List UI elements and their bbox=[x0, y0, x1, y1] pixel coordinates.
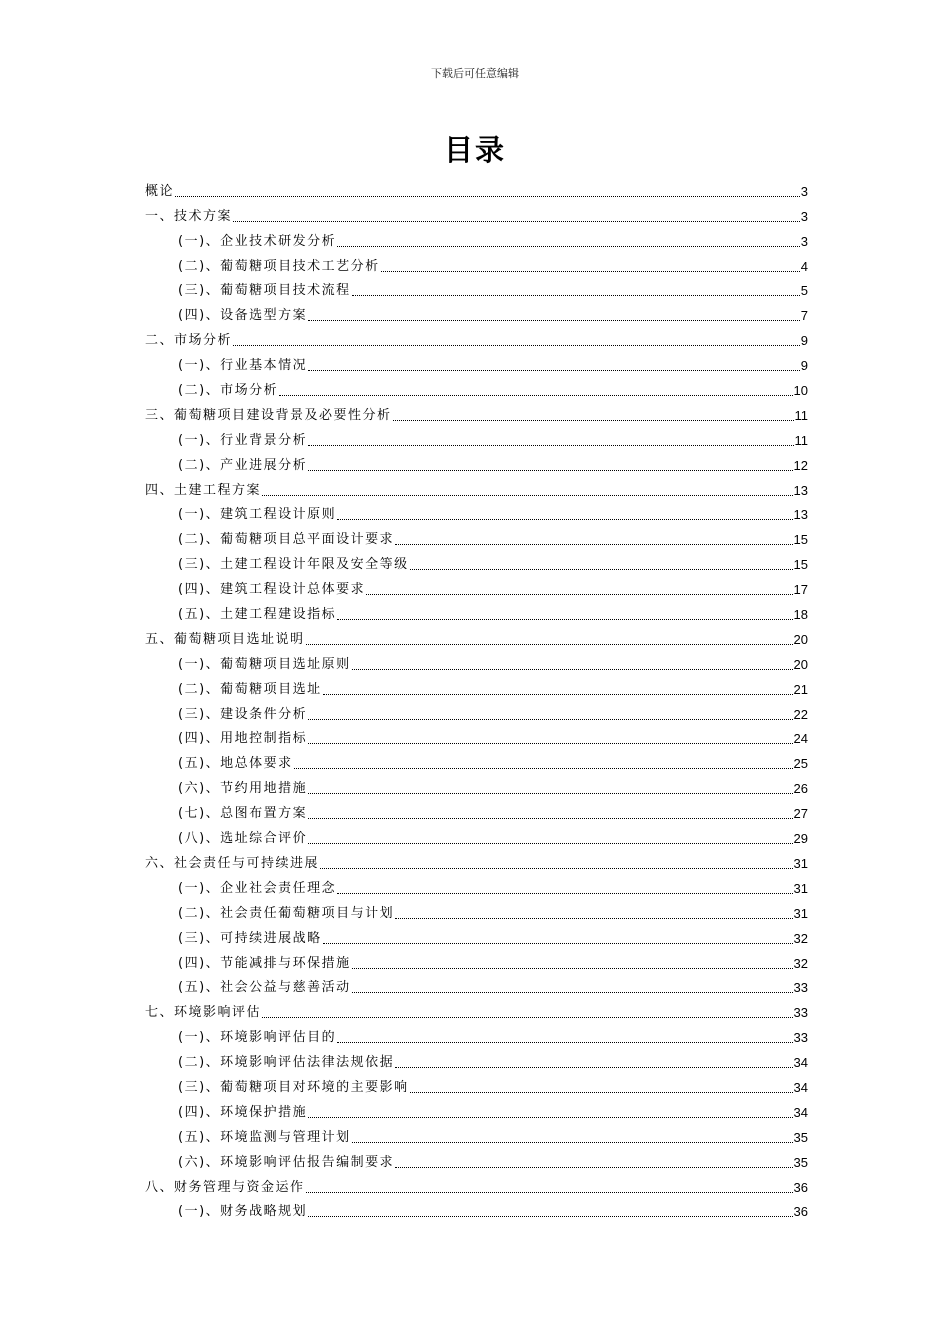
toc-entry-label: (二)、产业进展分析 bbox=[178, 457, 308, 473]
toc-dot-leader bbox=[381, 271, 800, 272]
toc-entry-label: (二)、葡萄糖项目总平面设计要求 bbox=[178, 532, 395, 548]
toc-page-number: 33 bbox=[793, 980, 808, 996]
toc-page-number: 22 bbox=[793, 706, 808, 722]
toc-dot-leader bbox=[308, 445, 793, 446]
toc-page-number: 5 bbox=[800, 283, 808, 299]
toc-dot-leader bbox=[308, 818, 792, 819]
toc-page-number: 35 bbox=[793, 1154, 808, 1170]
toc-page-number: 18 bbox=[793, 607, 808, 623]
toc-chapter-link[interactable] bbox=[145, 475, 808, 500]
toc-page-number: 9 bbox=[800, 358, 808, 374]
toc-page-number: 12 bbox=[793, 457, 808, 473]
toc-page-number: 29 bbox=[793, 831, 808, 847]
toc-chapter-link[interactable] bbox=[145, 1172, 808, 1197]
toc-page-number: 3 bbox=[800, 183, 808, 199]
toc-dot-leader bbox=[352, 295, 800, 296]
toc-entry-label: (二)、社会责任葡萄糖项目与计划 bbox=[178, 905, 395, 921]
toc-page-number: 35 bbox=[793, 1129, 808, 1145]
table-of-contents bbox=[145, 176, 808, 1221]
toc-page-number: 36 bbox=[793, 1204, 808, 1220]
toc-page-number: 20 bbox=[793, 631, 808, 647]
toc-dot-leader bbox=[308, 793, 792, 794]
toc-section-link[interactable] bbox=[145, 599, 808, 624]
toc-page-number: 11 bbox=[794, 407, 808, 423]
toc-section-link[interactable] bbox=[145, 500, 808, 525]
toc-dot-leader bbox=[233, 345, 800, 346]
toc-chapter-link[interactable] bbox=[145, 400, 808, 425]
toc-section-link[interactable] bbox=[145, 425, 808, 450]
toc-page-number: 33 bbox=[793, 1005, 808, 1021]
toc-page-number: 27 bbox=[793, 806, 808, 822]
toc-dot-leader bbox=[262, 1017, 793, 1018]
toc-dot-leader bbox=[308, 370, 800, 371]
page-header-note: 下载后可任意编辑 bbox=[431, 67, 519, 80]
toc-section-link[interactable] bbox=[145, 1022, 808, 1047]
toc-dot-leader bbox=[366, 594, 792, 595]
toc-page-number: 17 bbox=[793, 582, 808, 598]
toc-section-link[interactable] bbox=[145, 823, 808, 848]
toc-dot-leader bbox=[410, 1092, 793, 1093]
toc-dot-leader bbox=[294, 768, 793, 769]
toc-dot-leader bbox=[262, 495, 793, 496]
toc-section-link[interactable] bbox=[145, 674, 808, 699]
toc-page-number: 13 bbox=[793, 482, 808, 498]
toc-section-link[interactable] bbox=[145, 300, 808, 325]
toc-dot-leader bbox=[175, 196, 800, 197]
toc-dot-leader bbox=[233, 221, 800, 222]
toc-page-number: 13 bbox=[793, 507, 808, 523]
toc-section-link[interactable] bbox=[145, 923, 808, 948]
toc-entry-label: (二)、市场分析 bbox=[178, 383, 279, 399]
toc-dot-leader bbox=[308, 470, 792, 471]
toc-section-link[interactable] bbox=[145, 350, 808, 375]
toc-entry-label: (五)、地总体要求 bbox=[178, 756, 293, 772]
toc-page-number: 15 bbox=[793, 557, 808, 573]
toc-section-link[interactable] bbox=[145, 948, 808, 973]
toc-entry-label: (一)、企业技术研发分析 bbox=[178, 233, 337, 249]
toc-dot-leader bbox=[395, 918, 792, 919]
toc-page-number: 34 bbox=[793, 1079, 808, 1095]
toc-dot-leader bbox=[337, 519, 792, 520]
toc-chapter-link[interactable] bbox=[145, 624, 808, 649]
toc-chapter-link[interactable] bbox=[145, 848, 808, 873]
toc-entry-label: (三)、土建工程设计年限及安全等级 bbox=[178, 557, 409, 573]
toc-entry-label: (二)、环境影响评估法律法规依据 bbox=[178, 1055, 395, 1071]
toc-page-number: 3 bbox=[800, 233, 808, 249]
toc-section-link[interactable] bbox=[145, 375, 808, 400]
toc-page-number: 7 bbox=[800, 308, 808, 324]
toc-section-link[interactable] bbox=[145, 1072, 808, 1097]
toc-entry-label: (四)、建筑工程设计总体要求 bbox=[178, 582, 366, 598]
toc-section-link[interactable] bbox=[145, 549, 808, 574]
toc-dot-leader bbox=[410, 569, 793, 570]
toc-dot-leader bbox=[352, 669, 793, 670]
toc-dot-leader bbox=[279, 395, 792, 396]
toc-page-number: 20 bbox=[793, 656, 808, 672]
toc-section-link[interactable] bbox=[145, 773, 808, 798]
toc-entry-label: (四)、节能减排与环保措施 bbox=[178, 955, 351, 971]
toc-chapter-link[interactable] bbox=[145, 201, 808, 226]
toc-entry-label: (一)、环境影响评估目的 bbox=[178, 1030, 337, 1046]
toc-entry-label: (六)、节约用地措施 bbox=[178, 781, 308, 797]
toc-section-link[interactable] bbox=[145, 226, 808, 251]
toc-page-number: 3 bbox=[800, 208, 808, 224]
toc-page-number: 15 bbox=[793, 532, 808, 548]
toc-dot-leader bbox=[320, 868, 793, 869]
toc-entry-label: (五)、环境监测与管理计划 bbox=[178, 1129, 351, 1145]
toc-dot-leader bbox=[352, 1142, 793, 1143]
toc-section-link[interactable] bbox=[145, 898, 808, 923]
toc-page-number: 31 bbox=[793, 880, 808, 896]
toc-page-number: 31 bbox=[793, 905, 808, 921]
toc-section-link[interactable] bbox=[145, 450, 808, 475]
toc-entry-label: (一)、行业背景分析 bbox=[178, 432, 308, 448]
toc-page-number: 31 bbox=[793, 855, 808, 871]
toc-dot-leader bbox=[352, 968, 793, 969]
toc-entry-label: (二)、葡萄糖项目技术工艺分析 bbox=[178, 258, 380, 274]
toc-entry-label: (三)、建设条件分析 bbox=[178, 706, 308, 722]
toc-chapter-link[interactable] bbox=[145, 176, 808, 201]
toc-entry-label: (八)、选址综合评价 bbox=[178, 831, 308, 847]
toc-entry-label: (七)、总图布置方案 bbox=[178, 806, 308, 822]
toc-dot-leader bbox=[395, 1067, 792, 1068]
toc-dot-leader bbox=[337, 619, 792, 620]
toc-entry-label: (四)、环境保护措施 bbox=[178, 1104, 308, 1120]
toc-entry-label: (五)、社会公益与慈善活动 bbox=[178, 980, 351, 996]
toc-dot-leader bbox=[308, 719, 792, 720]
toc-dot-leader bbox=[337, 1042, 792, 1043]
toc-dot-leader bbox=[308, 743, 792, 744]
toc-section-link[interactable] bbox=[145, 973, 808, 998]
toc-chapter-link[interactable] bbox=[145, 325, 808, 350]
toc-page-number: 32 bbox=[793, 930, 808, 946]
toc-entry-label: (五)、土建工程建设指标 bbox=[178, 607, 337, 623]
toc-entry-label: 三、葡萄糖项目建设背景及必要性分析 bbox=[145, 407, 392, 423]
page-title: 目录 bbox=[443, 133, 506, 167]
toc-page-number: 9 bbox=[800, 333, 808, 349]
toc-dot-leader bbox=[308, 1216, 792, 1217]
toc-entry-label: 七、环境影响评估 bbox=[145, 1005, 262, 1021]
toc-section-link[interactable] bbox=[145, 1097, 808, 1122]
toc-entry-label: (六)、环境影响评估报告编制要求 bbox=[178, 1154, 395, 1170]
toc-dot-leader bbox=[308, 1117, 792, 1118]
toc-dot-leader bbox=[306, 1192, 793, 1193]
toc-dot-leader bbox=[308, 320, 800, 321]
toc-dot-leader bbox=[352, 992, 793, 993]
toc-dot-leader bbox=[337, 893, 792, 894]
toc-page-number: 26 bbox=[793, 781, 808, 797]
toc-section-link[interactable] bbox=[145, 798, 808, 823]
toc-page-number: 4 bbox=[800, 258, 808, 274]
toc-chapter-link[interactable] bbox=[145, 997, 808, 1022]
toc-entry-label: (一)、企业社会责任理念 bbox=[178, 880, 337, 896]
toc-entry-label: (一)、行业基本情况 bbox=[178, 358, 308, 374]
toc-section-link[interactable] bbox=[145, 251, 808, 276]
toc-page-number: 34 bbox=[793, 1055, 808, 1071]
toc-entry-label: (二)、葡萄糖项目选址 bbox=[178, 681, 322, 697]
toc-entry-label: (一)、葡萄糖项目选址原则 bbox=[178, 656, 351, 672]
toc-entry-label: 概论 bbox=[145, 183, 175, 199]
toc-dot-leader bbox=[393, 420, 794, 421]
toc-section-link[interactable] bbox=[145, 748, 808, 773]
toc-dot-leader bbox=[337, 246, 800, 247]
toc-entry-label: (四)、设备选型方案 bbox=[178, 308, 308, 324]
toc-dot-leader bbox=[306, 644, 793, 645]
toc-section-link[interactable] bbox=[145, 1147, 808, 1172]
toc-section-link[interactable] bbox=[145, 574, 808, 599]
toc-page-number: 10 bbox=[793, 383, 808, 399]
toc-section-link[interactable] bbox=[145, 1047, 808, 1072]
toc-entry-label: (三)、葡萄糖项目技术流程 bbox=[178, 283, 351, 299]
toc-page-number: 33 bbox=[793, 1030, 808, 1046]
toc-dot-leader bbox=[323, 694, 793, 695]
toc-entry-label: 八、财务管理与资金运作 bbox=[145, 1179, 305, 1195]
toc-section-link[interactable] bbox=[145, 276, 808, 301]
toc-dot-leader bbox=[395, 544, 792, 545]
toc-dot-leader bbox=[395, 1167, 792, 1168]
toc-entry-label: 一、技术方案 bbox=[145, 208, 233, 224]
toc-entry-label: 五、葡萄糖项目选址说明 bbox=[145, 631, 305, 647]
toc-entry-label: 二、市场分析 bbox=[145, 333, 233, 349]
toc-section-link[interactable] bbox=[145, 699, 808, 724]
toc-page-number: 34 bbox=[793, 1104, 808, 1120]
toc-page-number: 32 bbox=[793, 955, 808, 971]
toc-page-number: 25 bbox=[793, 756, 808, 772]
toc-dot-leader bbox=[308, 843, 792, 844]
toc-page-number: 11 bbox=[794, 432, 808, 448]
toc-entry-label: (三)、可持续进展战略 bbox=[178, 930, 322, 946]
toc-section-link[interactable] bbox=[145, 724, 808, 749]
toc-section-link[interactable] bbox=[145, 1197, 808, 1222]
toc-section-link[interactable] bbox=[145, 873, 808, 898]
toc-section-link[interactable] bbox=[145, 1122, 808, 1147]
toc-entry-label: 四、土建工程方案 bbox=[145, 482, 262, 498]
toc-entry-label: (一)、财务战略规划 bbox=[178, 1204, 308, 1220]
toc-entry-label: (三)、葡萄糖项目对环境的主要影响 bbox=[178, 1079, 409, 1095]
toc-page-number: 36 bbox=[793, 1179, 808, 1195]
toc-section-link[interactable] bbox=[145, 524, 808, 549]
toc-entry-label: 六、社会责任与可持续进展 bbox=[145, 855, 320, 871]
toc-page-number: 24 bbox=[793, 731, 808, 747]
toc-entry-label: (四)、用地控制指标 bbox=[178, 731, 308, 747]
toc-dot-leader bbox=[323, 943, 793, 944]
toc-section-link[interactable] bbox=[145, 649, 808, 674]
toc-page-number: 21 bbox=[793, 681, 808, 697]
toc-entry-label: (一)、建筑工程设计原则 bbox=[178, 507, 337, 523]
